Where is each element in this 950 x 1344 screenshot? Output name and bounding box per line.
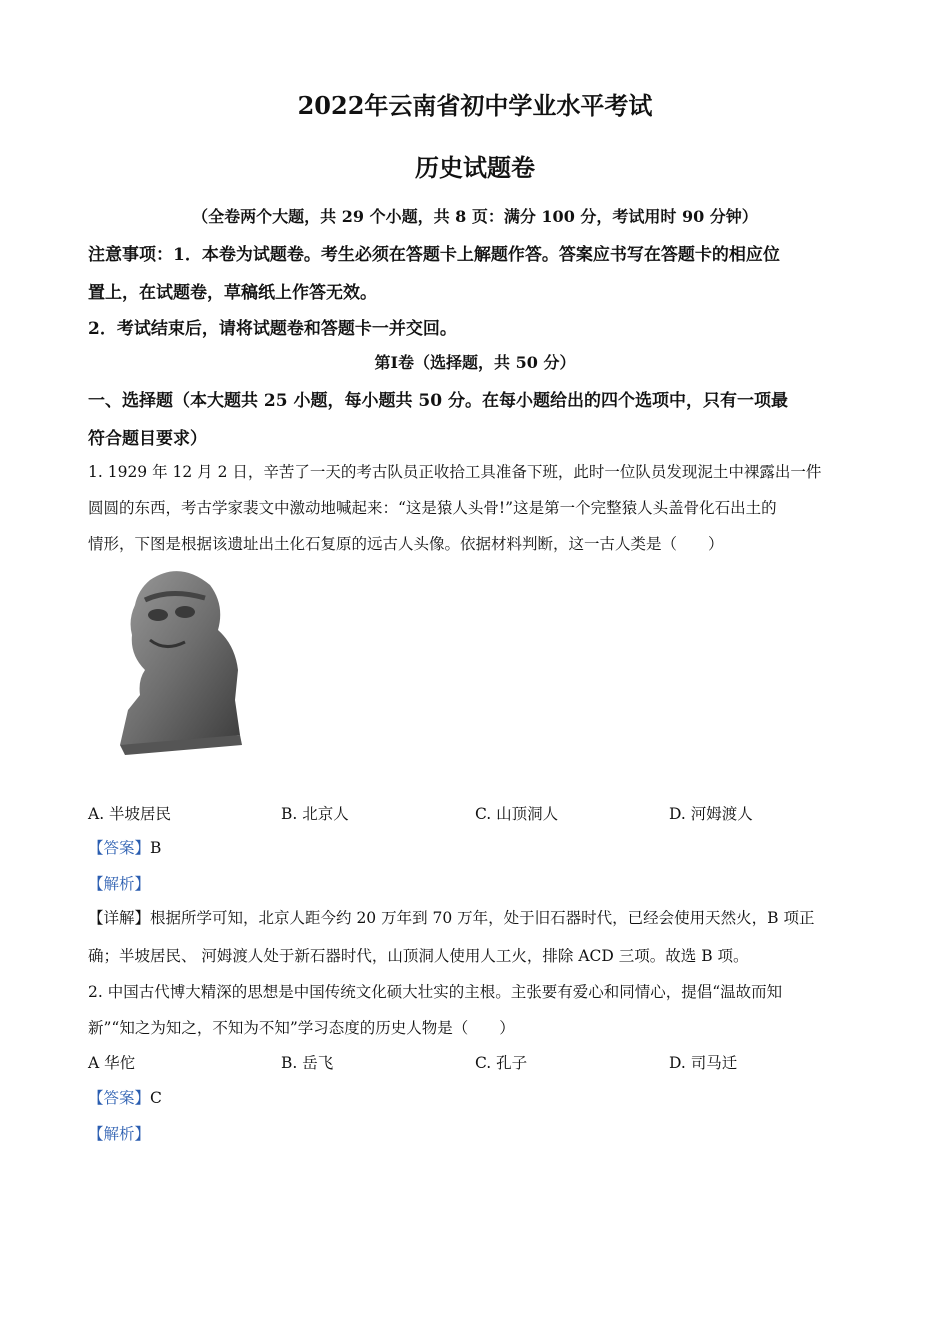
section-instruction-2: 符合题目要求）: [88, 429, 207, 449]
detail-text: 根据所学可知，北京人距今约 20 万年到 70 万年，处于旧石器时代，已经会使用天然火，B 项正: [150, 909, 815, 927]
q2-answer: [88, 1086, 162, 1108]
section-title: 第Ⅰ卷（选择题，共 50 分）: [374, 353, 576, 372]
detail-tag: 【详解】: [88, 909, 151, 927]
q2-line-1: 2. 中国古代博大精深的思想是中国传统文化硕大壮实的主根。主张要有爱心和同情心，提倡“温故而知: [88, 983, 783, 1001]
answer-tag: 【答案】: [88, 839, 151, 857]
notice-line-2: 置上，在试题卷，草稿纸上作答无效。: [88, 283, 377, 303]
q2-option-d: D. 司马迁: [669, 1054, 738, 1072]
section-instruction-1: 一、选择题（本大题共 25 小题，每小题共 50 分。在每小题给出的四个选项中，只有一项最: [88, 391, 788, 411]
exam-info: （全卷两个大题，共 29 个小题，共 8 页：满分 100 分，考试用时 90 分钟）: [192, 207, 758, 226]
q1-answer: [88, 836, 161, 858]
notice-line-1: 注意事项：1．本卷为试题卷。考生必须在答题卡上解题作答。答案应书写在答题卡的相应位: [88, 245, 780, 265]
answer-value: B: [150, 839, 162, 857]
q2-line-2: 新”“知之为知之，不知为不知”学习态度的历史人物是（ ）: [88, 1019, 515, 1037]
q1-line-1: 1. 1929 年 12 月 2 日，辛苦了一天的考古队员正收拾工具准备下班，此时一位队员发现泥土中裸露出一件: [88, 463, 822, 481]
q2-analysis-tag: 【解析】: [88, 1125, 151, 1143]
answer-tag: 【答案】: [88, 1089, 151, 1107]
notice-line-3: 2．考试结束后，请将试题卷和答题卡一并交回。: [88, 319, 457, 339]
q1-detail-line-1: [88, 906, 815, 928]
peking-man-bust-image: [110, 560, 250, 760]
q1-analysis-tag: 【解析】: [88, 875, 151, 893]
q1-option-b: B. 北京人: [281, 805, 349, 823]
q1-option-d: D. 河姆渡人: [669, 805, 753, 823]
q1-option-c: C. 山顶洞人: [475, 805, 559, 823]
page-subtitle: 历史试题卷: [415, 153, 535, 182]
answer-value: C: [150, 1089, 162, 1107]
q2-option-b: B. 岳飞: [281, 1054, 334, 1072]
q1-detail-line-2: 确；半坡居民、 河姆渡人处于新石器时代，山顶洞人使用人工火，排除 ACD 三项。故选 B 项。: [88, 947, 749, 965]
q2-option-c: C. 孔子: [475, 1054, 528, 1072]
q2-option-a: A 华佗: [88, 1054, 136, 1072]
q1-line-2: 圆圆的东西，考古学家裴文中激动地喊起来：“这是猿人头骨!”这是第一个完整猿人头盖骨化石出土的: [88, 499, 777, 517]
page-title: 2022年云南省初中学业水平考试: [297, 91, 653, 120]
q1-option-a: A. 半坡居民: [88, 805, 172, 823]
q1-line-3: 情形，下图是根据该遗址出土化石复原的远古人头像。依据材料判断，这一古人类是（ ）: [88, 535, 724, 553]
